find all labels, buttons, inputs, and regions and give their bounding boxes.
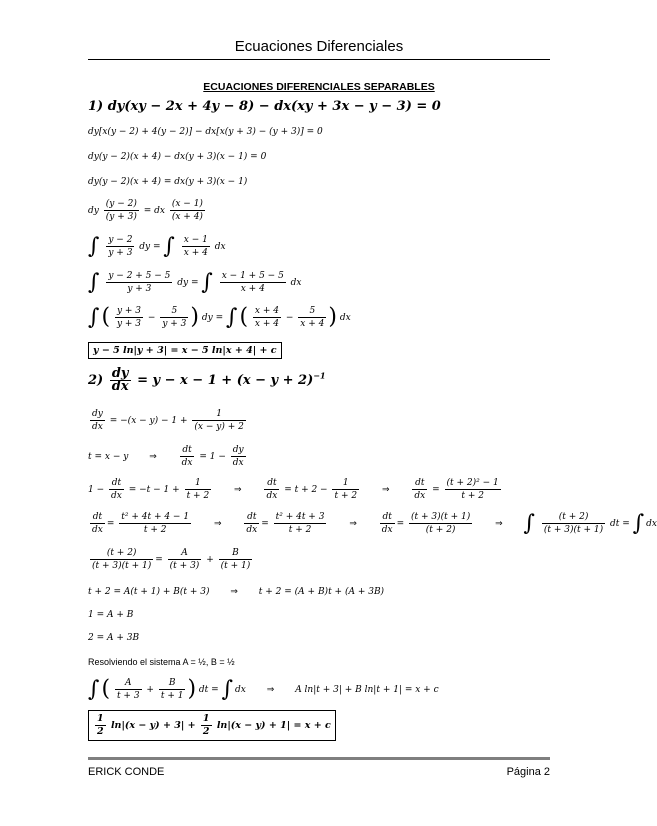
fraction — [380, 511, 395, 536]
parenthesis: ( — [239, 304, 249, 330]
fraction — [115, 677, 142, 702]
fraction-numerator: dt — [180, 444, 195, 457]
fraction-numerator: A — [115, 677, 142, 690]
p2-line8: 2 = A + 3B — [88, 633, 140, 643]
math-term: ⇒ — [381, 484, 390, 494]
p1-l5-end: dx — [214, 242, 226, 252]
problem2-statement — [88, 368, 326, 393]
fraction — [219, 547, 253, 572]
fraction — [231, 444, 246, 469]
problem1-statement: 1) dy(xy − 2x + 4y − 8) − dx(xy + 3x − y − 3) = 0 — [88, 99, 441, 114]
p1-l7-frac-b — [160, 305, 188, 330]
fraction — [185, 477, 212, 502]
fraction-numerator: 1 — [185, 477, 212, 490]
math-term: (x − y) + 2 — [194, 422, 244, 432]
math-term: t = x − y — [88, 452, 129, 462]
p1-l7-mid: dy = — [201, 313, 224, 323]
math-term: dx — [111, 379, 129, 394]
fraction-numerator: y + 3 — [116, 306, 142, 316]
math-term: − — [147, 313, 156, 323]
math-term: ⇒ — [149, 451, 157, 461]
p2-line5: $\frac{(t + 2)}{(t + 3)(t + 1)}$ = $\frac{A}{(t + 3)}$ + $\frac{B}{(t + 1)}$ — [92, 548, 251, 571]
math-term: y + 3 — [162, 319, 187, 329]
fraction-numerator: (t + 3)(t + 1) — [410, 512, 471, 522]
math-term: dx — [181, 458, 193, 468]
fraction-numerator: B — [159, 677, 186, 690]
p1-l5-frac2 — [182, 234, 210, 259]
fraction-numerator: dt — [244, 511, 259, 524]
parenthesis: ) — [328, 304, 337, 330]
p1-l7-frac-d — [298, 305, 326, 330]
math-term: ⇒ — [230, 586, 238, 596]
integral-sign: ∫ — [201, 269, 213, 295]
fraction — [109, 477, 124, 502]
math-term: x + 4 — [300, 319, 325, 329]
fraction — [90, 511, 105, 536]
p1-line1: dy[x(y − 2) + 4(y − 2)] − dx[x(y + 3) − (y + 3)] = 0 — [88, 127, 323, 137]
fraction — [168, 547, 202, 572]
page-header-title: Ecuaciones Diferenciales — [234, 38, 404, 55]
math-term: t + 3 — [116, 691, 140, 701]
math-term: + — [206, 555, 214, 565]
fraction — [542, 511, 605, 536]
fraction-numerator: t² + 4t + 4 − 1 — [121, 512, 190, 522]
fraction — [409, 511, 472, 536]
fraction-numerator: dt — [412, 477, 427, 490]
math-term: dt = — [610, 519, 630, 529]
math-term: dx — [414, 491, 426, 501]
integral-sign: ∫ — [523, 510, 536, 536]
fraction-numerator: (t + 2)² − 1 — [446, 478, 499, 488]
fraction-numerator: dt — [380, 511, 395, 524]
p2-line10 — [88, 677, 439, 702]
math-term: ⇒ — [234, 484, 242, 494]
parenthesis: ( — [101, 676, 111, 702]
p1-l5-frac1 — [106, 234, 134, 259]
p2-line2 — [88, 444, 248, 469]
math-term: ⇒ — [349, 518, 357, 528]
p1-l7-frac-c — [253, 305, 281, 330]
fraction-numerator: 5 — [160, 305, 188, 318]
p2-line4: $\frac{dt}{dx}$ = $\frac{\text{t² + 4t + 4 − 1}}{t + 2}$ ⇒ $\frac{dt}{dx}$ = $\frac{\text{t² + 4t + 3}}{t + 2}$ ⇒ $\frac{dt}{dx}$ = $\frac{(t + 3)(t + 1)}{(t + 2)}$ ⇒ ∫ $\frac{(t + 2)}{(t + 3)(t + 1)}$ dt = ∫ dx — [92, 510, 657, 536]
fraction-numerator: 5 — [298, 305, 326, 318]
integral-sign: ∫ — [88, 269, 100, 295]
parenthesis: ) — [187, 676, 197, 702]
math-term: (x + 4) — [171, 212, 203, 222]
p1-l7-frac-a — [115, 305, 143, 330]
math-term: = 1 − — [199, 452, 226, 462]
p1-l5-mid: dy = — [139, 242, 161, 252]
math-term: dx — [266, 491, 278, 501]
math-term: − — [285, 313, 294, 323]
math-term: y + 3 — [127, 284, 152, 294]
fraction-numerator: x + 4 — [254, 306, 279, 316]
math-term: t + 2 = (A + B)t + (A + 3B) — [258, 587, 385, 597]
math-term: y + 3 — [108, 248, 133, 258]
math-term: 2 — [97, 726, 104, 737]
fraction-numerator: y − 2 — [108, 235, 133, 245]
math-term: t + 2 — [186, 491, 210, 501]
p2-label: 2) — [88, 373, 104, 388]
p1-l4-dy: dy — [88, 206, 99, 216]
math-term: = — [432, 485, 440, 495]
p2-line6 — [88, 585, 384, 598]
fraction — [159, 677, 186, 702]
p2-line7: 1 = A + B — [88, 610, 134, 620]
fraction-numerator: t² + 4t + 3 — [275, 512, 325, 522]
p1-l4-frac2 — [170, 198, 205, 223]
fraction — [264, 477, 279, 502]
integral-sign: ∫ — [88, 233, 100, 259]
math-term: ⇒ — [213, 518, 222, 528]
section-title: ECUACIONES DIFERENCIALES SEPARABLES — [203, 81, 435, 93]
p1-line7 — [88, 305, 351, 330]
math-term: dt = — [198, 685, 219, 695]
p2-exp: −1 — [313, 370, 326, 381]
fraction-numerator: 1 — [97, 713, 104, 724]
parenthesis: ) — [190, 304, 199, 330]
fraction — [201, 713, 212, 738]
math-term: dx — [381, 525, 393, 535]
p2-line3 — [88, 477, 503, 502]
parenthesis: ( — [101, 304, 111, 330]
p1-l6-end: dx — [290, 278, 302, 288]
math-term: (t + 2) — [425, 525, 456, 535]
p2-result-box: $\frac{1}{2}$ ln|(x − y) + 3| + $\frac{1}{2}$ ln|(x − y) + 1| = x + c — [88, 710, 336, 741]
math-term: + — [146, 685, 154, 695]
footer-rule — [88, 757, 550, 760]
math-term: (t + 1) — [220, 561, 251, 571]
fraction-numerator: 1 — [332, 477, 359, 490]
math-term: dx — [92, 422, 103, 432]
math-term: t + 2 = A(t + 1) + B(t + 3) — [88, 587, 210, 597]
fraction — [90, 408, 105, 433]
fraction — [412, 477, 427, 502]
math-term: x + 4 — [240, 284, 265, 294]
fraction — [180, 444, 195, 469]
p1-l6-frac2 — [220, 270, 286, 295]
p1-l4-eq: = dx — [143, 206, 165, 216]
fraction — [90, 547, 153, 572]
fraction-numerator: B — [219, 547, 253, 560]
math-term: x + 4 — [183, 248, 208, 258]
fraction-numerator: 1 — [202, 713, 210, 724]
fraction-numerator: dy — [110, 368, 131, 381]
fraction-numerator: (t + 2) — [90, 547, 153, 560]
integral-sign: ∫ — [632, 510, 645, 536]
math-term: dx — [235, 685, 246, 695]
fraction — [119, 511, 191, 536]
math-term: dx — [232, 458, 244, 468]
fraction-numerator: dt — [264, 477, 279, 490]
p1-line6 — [88, 270, 302, 295]
math-term: (t + 3)(t + 1) — [543, 525, 604, 535]
integral-sign: ∫ — [221, 676, 234, 702]
fraction-numerator: x − 1 — [183, 235, 208, 245]
header-rule — [88, 59, 550, 60]
math-term: dx — [646, 519, 657, 529]
p2-line1 — [88, 408, 248, 433]
math-term: t + 2 — [288, 525, 312, 535]
math-term: x + 4 — [254, 319, 279, 329]
integral-sign: ∫ — [88, 676, 100, 702]
p1-result-box: y − 5 ln|y + 3| = x − 5 ln|x + 4| + c — [88, 342, 282, 359]
footer-page-number: Página 2 — [506, 766, 550, 778]
p1-l6-frac1 — [106, 270, 172, 295]
math-term: dx — [92, 525, 103, 535]
p1-l6-mid: dy = — [177, 278, 199, 288]
p1-l7-end: dx — [339, 313, 351, 323]
math-term: (t + 3)(t + 1) — [92, 561, 152, 571]
fraction — [445, 477, 501, 502]
p1-line3: dy(y − 2)(x + 4) = dx(y + 3)(x − 1) — [88, 177, 248, 187]
integral-sign: ∫ — [163, 233, 175, 259]
fraction-numerator: x − 1 + 5 − 5 — [221, 271, 284, 281]
math-term: (y + 3) — [105, 212, 137, 222]
p2-rhs: = y − x − 1 + (x − y + 2) — [137, 373, 314, 388]
math-term: 1 − — [88, 485, 105, 495]
math-term: (t + 3) — [169, 561, 200, 571]
math-term: ⇒ — [266, 684, 275, 694]
p1-l4-frac1 — [104, 198, 139, 223]
math-term: t + 1 — [160, 691, 184, 701]
math-term: 2 — [202, 726, 210, 737]
fraction-numerator: 1 — [192, 408, 245, 421]
fraction-numerator: A — [168, 547, 202, 560]
footer-author: ERICK CONDE — [88, 766, 165, 778]
fraction-numerator: dy — [92, 409, 103, 419]
math-term: ⇒ — [495, 518, 503, 528]
math-term: = t + 2 − — [284, 485, 328, 495]
fraction-numerator: dt — [109, 477, 124, 490]
math-term: y + 3 — [116, 319, 142, 329]
fraction — [192, 408, 245, 433]
math-term: A ln|t + 3| + B ln|t + 1| = x + c — [295, 685, 439, 695]
fraction-numerator: (y − 2) — [105, 199, 137, 209]
fraction — [332, 477, 359, 502]
fraction-numerator: dt — [90, 511, 105, 524]
p2-line9: Resolviendo el sistema A = ½, B = ½ — [88, 657, 235, 667]
fraction-numerator: (x − 1) — [171, 199, 203, 209]
p1-line4 — [88, 198, 207, 223]
fraction-numerator: y − 2 + 5 − 5 — [108, 271, 171, 281]
integral-sign: ∫ — [225, 304, 238, 330]
fraction — [274, 511, 327, 536]
math-term: = −(x − y) − 1 + — [109, 416, 188, 426]
math-term: dx — [246, 525, 258, 535]
fraction-numerator: (t + 2) — [542, 511, 605, 524]
math-term: = −t − 1 + — [128, 485, 180, 495]
p2-dydx — [110, 368, 131, 393]
fraction — [244, 511, 259, 536]
fraction-numerator: dy — [232, 445, 244, 455]
math-term: dx — [111, 491, 122, 501]
math-term: t + 2 — [334, 491, 358, 501]
p1-line5 — [88, 234, 226, 259]
math-term: t + 2 — [461, 491, 484, 501]
integral-sign: ∫ — [88, 304, 100, 330]
p1-line2: dy(y − 2)(x + 4) − dx(y + 3)(x − 1) = 0 — [88, 152, 267, 162]
math-term: t + 2 — [143, 525, 167, 535]
fraction — [95, 713, 106, 738]
